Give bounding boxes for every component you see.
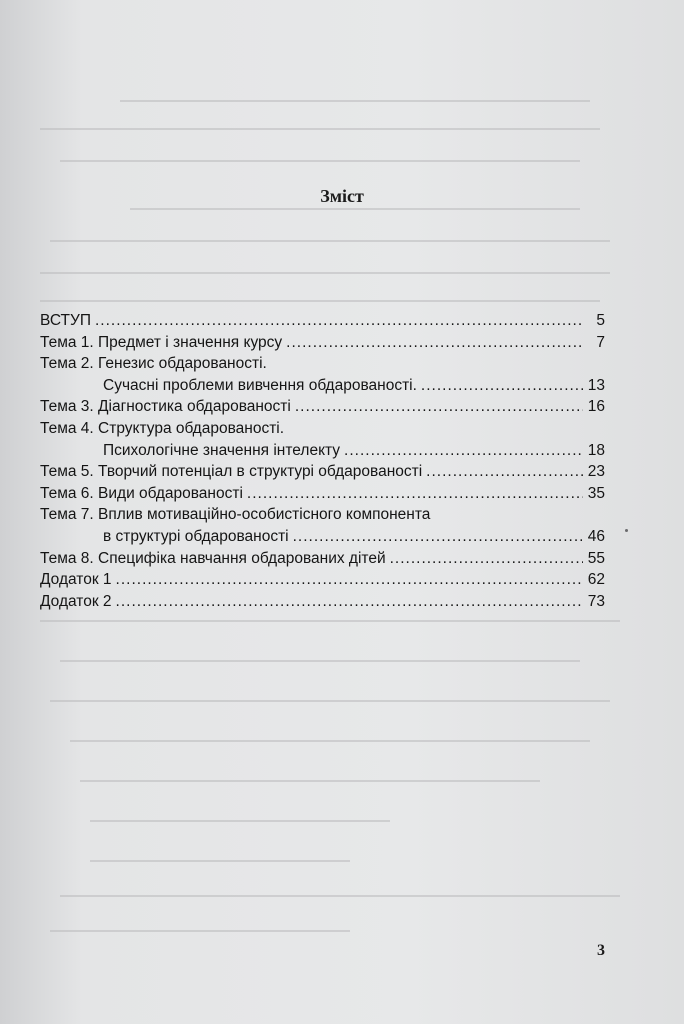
toc-entry: Тема 4. Структура обдарованості. <box>40 419 285 437</box>
toc-entry: Додаток 2 ..... 73 <box>40 593 605 615</box>
toc-entry: Тема 6. Види обдарованості ..... 35 <box>40 485 605 507</box>
page-number: 3 <box>597 942 605 959</box>
toc-entry: Тема 8. Специфіка навчання обдарованих дітей ..... 55 <box>40 550 605 572</box>
toc-entry: Тема 3. Діагностика обдарованості ..... 16 <box>40 398 605 420</box>
toc-entry: Тема 1. Предмет і значення курсу ..... 7 <box>40 334 605 356</box>
toc-entry: Тема 7. Вплив мотиваційно-особистісного компонента <box>40 506 431 524</box>
toc-entry: в структурі обдарованості ..... 46 <box>40 528 605 550</box>
toc-entry: Додаток 1 ..... 62 <box>40 571 605 593</box>
toc-entry: Тема 5. Творчий потенціал в структурі обдарованості ..... 23 <box>40 463 605 485</box>
toc-entry: Сучасні проблеми вивчення обдарованості. ..... 13 <box>40 377 605 399</box>
toc-entry: Тема 2. Генезис обдарованості. <box>40 355 267 373</box>
toc-entry: ВСТУП ..... 5 <box>40 312 605 334</box>
table-of-contents <box>40 312 605 614</box>
toc-entry: Психологічне значення інтелекту ..... 18 <box>40 442 605 464</box>
page-title: Зміст <box>320 186 364 206</box>
